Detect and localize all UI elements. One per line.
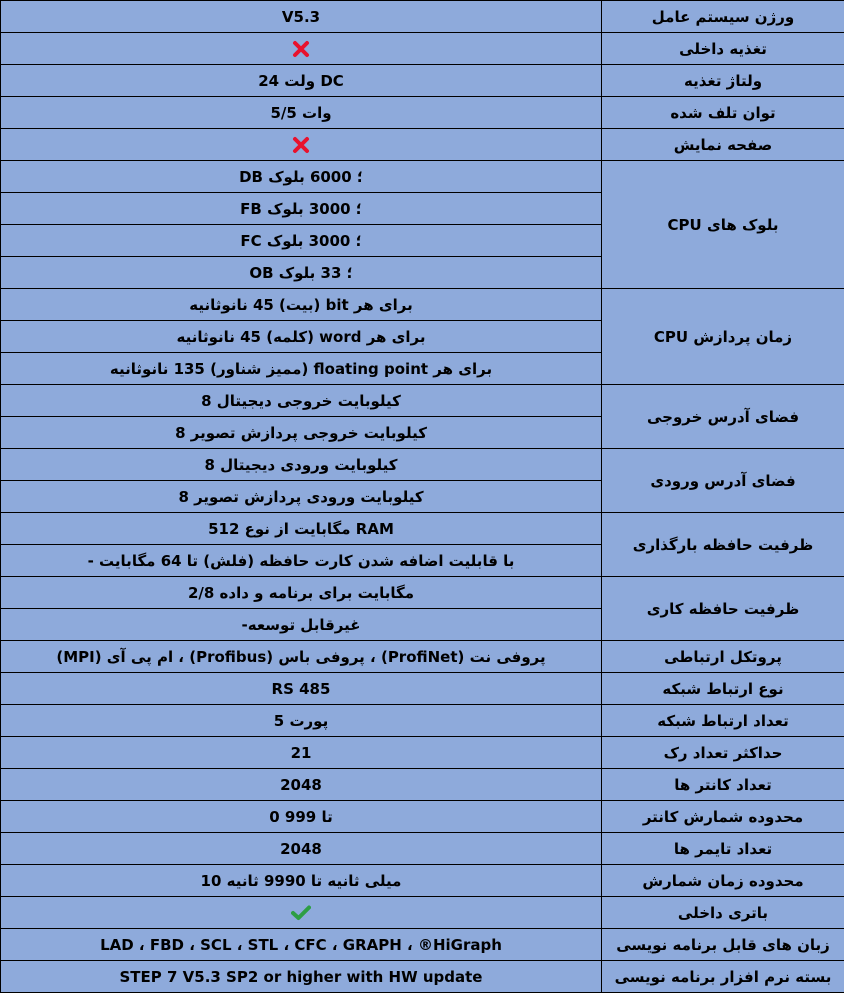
cross-icon (292, 39, 310, 57)
spec-label: نوع ارتباط شبکه (602, 673, 844, 705)
spec-label: محدوده زمان شمارش (602, 865, 844, 897)
spec-value: DC ولت 24 (1, 65, 602, 97)
spec-value: RS 485 (1, 673, 602, 705)
spec-label: زمان پردازش CPU (602, 289, 844, 385)
spec-label: ظرفیت حافظه کاری (602, 577, 844, 641)
spec-value: پورت 5 (1, 705, 602, 737)
spec-label: بلوک های CPU (602, 161, 844, 289)
spec-label: زبان های قابل برنامه نویسی (602, 929, 844, 961)
spec-value: RAM مگابایت از نوع 512 (1, 513, 602, 545)
spec-value: ؛ 3000 بلوک FC (1, 225, 602, 257)
spec-label: صفحه نمایش (602, 129, 844, 161)
spec-label: باتری داخلی (602, 897, 844, 929)
table-row (1, 513, 844, 545)
table-row (1, 129, 844, 161)
spec-label: حداکثر تعداد رک (602, 737, 844, 769)
spec-value: برای هر word (کلمه) 45 نانوثانیه (1, 321, 602, 353)
table-row (1, 641, 844, 673)
spec-label: بسته نرم افزار برنامه نویسی (602, 961, 844, 993)
table-row (1, 385, 844, 417)
spec-value: کیلوبایت ورودی دیجیتال 8 (1, 449, 602, 481)
table-row (1, 801, 844, 833)
spec-value: برای هر floating point (ممیز شناور) 135 نانوثانیه (1, 353, 602, 385)
table-row (1, 289, 844, 321)
spec-value: 2048 (1, 833, 602, 865)
spec-value: برای هر bit (بیت) 45 نانوثانیه (1, 289, 602, 321)
table-row (1, 161, 844, 193)
table-row (1, 97, 844, 129)
spec-label: ظرفیت حافظه بارگذاری (602, 513, 844, 577)
table-row (1, 833, 844, 865)
table-row (1, 865, 844, 897)
spec-label: پروتکل ارتباطی (602, 641, 844, 673)
spec-value: 21 (1, 737, 602, 769)
table-row (1, 897, 844, 929)
spec-value-icon (1, 897, 602, 929)
spec-value: 2048 (1, 769, 602, 801)
spec-value: با قابلیت اضافه شدن کارت حافظه (فلش) تا 64 مگابایت - (1, 545, 602, 577)
table-row (1, 929, 844, 961)
spec-value: ؛ 3000 بلوک FB (1, 193, 602, 225)
spec-value: ؛ 6000 بلوک DB (1, 161, 602, 193)
spec-label: فضای آدرس خروجی (602, 385, 844, 449)
spec-value: تا 999 0 (1, 801, 602, 833)
spec-label: ولتاژ تغذیه (602, 65, 844, 97)
spec-label: فضای آدرس ورودی (602, 449, 844, 513)
table-row (1, 1, 844, 33)
cross-icon (292, 135, 310, 153)
spec-value-icon (1, 129, 602, 161)
spec-label: محدوده شمارش کانتر (602, 801, 844, 833)
spec-value: V5.3 (1, 1, 602, 33)
table-row (1, 673, 844, 705)
spec-value: LAD ، FBD ، SCL ، STL ، CFC ، GRAPH ، ®HiGraph (1, 929, 602, 961)
spec-label: ورژن سیستم عامل (602, 1, 844, 33)
spec-value: کیلوبایت خروجی پردازش تصویر 8 (1, 417, 602, 449)
spec-label: توان تلف شده (602, 97, 844, 129)
spec-value: میلی ثانیه تا 9990 ثانیه 10 (1, 865, 602, 897)
spec-label: تعداد تایمر ها (602, 833, 844, 865)
spec-value: وات 5/5 (1, 97, 602, 129)
table-row (1, 65, 844, 97)
spec-value: ؛ 33 بلوک OB (1, 257, 602, 289)
spec-value: کیلوبایت خروجی دیجیتال 8 (1, 385, 602, 417)
table-row (1, 737, 844, 769)
spec-value: غیرقابل توسعه- (1, 609, 602, 641)
spec-label: تعداد کانتر ها (602, 769, 844, 801)
spec-value: مگابایت برای برنامه و داده 2/8 (1, 577, 602, 609)
spec-label: تعداد ارتباط شبکه (602, 705, 844, 737)
table-row (1, 705, 844, 737)
specs-table-body (1, 1, 844, 993)
spec-value: کیلوبایت ورودی پردازش تصویر 8 (1, 481, 602, 513)
spec-label: تغذیه داخلی (602, 33, 844, 65)
table-row (1, 961, 844, 993)
spec-value: پروفی نت (ProfiNet) ، پروفی باس (Profibus) ، ام پی آی (MPI) (1, 641, 602, 673)
check-icon (291, 904, 311, 922)
table-row (1, 769, 844, 801)
table-row (1, 449, 844, 481)
spec-value-icon (1, 33, 602, 65)
table-row (1, 577, 844, 609)
table-row (1, 33, 844, 65)
spec-value: STEP 7 V5.3 SP2 or higher with HW update (1, 961, 602, 993)
